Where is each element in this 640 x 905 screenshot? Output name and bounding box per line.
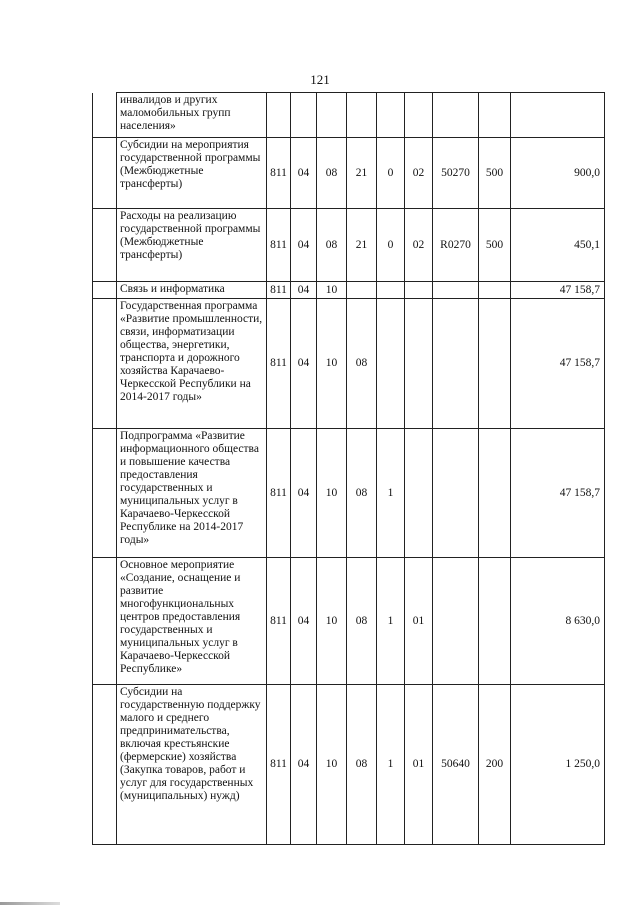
code-cell-department [267,93,291,138]
row-name-cell: Государственная программа «Развитие промышленности, связи, информатизации общества, энергетики, транспорта и дорожного хозяйства Карачаево-Черкесской Республики на 2014-2017 годы» [117,299,267,429]
code-cell-expense-type: 200 [479,685,511,845]
code-cell-section: 04 [291,138,317,209]
row-number-cell [93,685,117,845]
amount-cell: 8 630,0 [511,558,605,685]
code-cell-expense-type [479,299,511,429]
table-row [93,558,605,685]
code-cell-subprogram: 1 [377,685,405,845]
code-cell-program: 08 [347,558,377,685]
amount-cell: 450,1 [511,209,605,282]
code-cell-subsection [317,93,347,138]
row-name-cell: Субсидии на государственную поддержку малого и среднего предпринимательства, включая крестьянские (фермерские) хозяйства (Закупка товаров, работ и услуг для государственных (муниципальных) нужд) [117,685,267,845]
code-cell-program: 08 [347,685,377,845]
code-cell-program: 21 [347,138,377,209]
code-cell-direction [433,93,479,138]
table-row [93,138,605,209]
code-cell-subprogram: 1 [377,558,405,685]
code-cell-subsection: 08 [317,138,347,209]
amount-cell: 47 158,7 [511,282,605,299]
code-cell-program: 08 [347,429,377,558]
code-cell-section: 04 [291,429,317,558]
code-cell-direction [433,299,479,429]
code-cell-expense-type [479,429,511,558]
row-name-cell: Подпрограмма «Развитие информационного общества и повышение качества предоставления государственных и муниципальных услуг в Карачаево-Черкесской Республике на 2014-2017 годы» [117,429,267,558]
amount-cell: 1 250,0 [511,685,605,845]
row-name-cell: Расходы на реализацию государственной программы (Межбюджетные трансферты) [117,209,267,282]
amount-cell [511,93,605,138]
code-cell-department: 811 [267,685,291,845]
code-cell-direction [433,558,479,685]
table-row [93,282,605,299]
row-name-cell: инвалидов и других маломобильных групп населения» [117,93,267,138]
row-name-cell: Связь и информатика [117,282,267,299]
code-cell-department: 811 [267,558,291,685]
amount-cell: 47 158,7 [511,299,605,429]
code-cell-activity: 02 [405,209,433,282]
row-name-cell: Субсидии на мероприятия государственной программы (Межбюджетные трансферты) [117,138,267,209]
code-cell-department: 811 [267,138,291,209]
row-number-cell [93,282,117,299]
code-cell-subsection: 10 [317,558,347,685]
code-cell-expense-type [479,93,511,138]
code-cell-subsection: 10 [317,429,347,558]
table-row [93,429,605,558]
row-number-cell [93,138,117,209]
page-number: 121 [310,72,330,87]
code-cell-expense-type [479,558,511,685]
amount-cell: 900,0 [511,138,605,209]
code-cell-direction: 50640 [433,685,479,845]
row-name-cell: Основное мероприятие «Создание, оснащение и развитие многофункциональных центров предоставления государственных и муниципальных услуг в Карачаево-Черкесской Республике» [117,558,267,685]
code-cell-program [347,93,377,138]
budget-table [92,92,605,845]
code-cell-activity [405,93,433,138]
code-cell-section: 04 [291,558,317,685]
row-number-cell [93,93,117,138]
row-number-cell [93,299,117,429]
code-cell-subprogram: 1 [377,429,405,558]
code-cell-program [347,282,377,299]
code-cell-activity: 02 [405,138,433,209]
code-cell-direction [433,429,479,558]
code-cell-section: 04 [291,299,317,429]
code-cell-program: 21 [347,209,377,282]
row-number-cell [93,558,117,685]
code-cell-department: 811 [267,429,291,558]
amount-cell: 47 158,7 [511,429,605,558]
code-cell-subprogram: 0 [377,138,405,209]
code-cell-activity [405,429,433,558]
code-cell-subsection: 10 [317,685,347,845]
code-cell-expense-type: 500 [479,138,511,209]
row-number-cell [93,209,117,282]
code-cell-activity: 01 [405,685,433,845]
code-cell-activity [405,299,433,429]
code-cell-subsection: 08 [317,209,347,282]
table-row [93,685,605,845]
code-cell-department: 811 [267,282,291,299]
code-cell-direction: 50270 [433,138,479,209]
code-cell-expense-type [479,282,511,299]
code-cell-section: 04 [291,685,317,845]
code-cell-section: 04 [291,209,317,282]
table-row [93,209,605,282]
code-cell-expense-type: 500 [479,209,511,282]
code-cell-subsection: 10 [317,299,347,429]
code-cell-department: 811 [267,299,291,429]
code-cell-direction [433,282,479,299]
code-cell-activity [405,282,433,299]
table-row [93,299,605,429]
table-row [93,93,605,138]
code-cell-program: 08 [347,299,377,429]
code-cell-subprogram [377,93,405,138]
code-cell-subsection: 10 [317,282,347,299]
code-cell-department: 811 [267,209,291,282]
code-cell-subprogram: 0 [377,209,405,282]
code-cell-activity: 01 [405,558,433,685]
code-cell-subprogram [377,282,405,299]
code-cell-section [291,93,317,138]
code-cell-direction: R0270 [433,209,479,282]
code-cell-section: 04 [291,282,317,299]
row-number-cell [93,429,117,558]
code-cell-subprogram [377,299,405,429]
